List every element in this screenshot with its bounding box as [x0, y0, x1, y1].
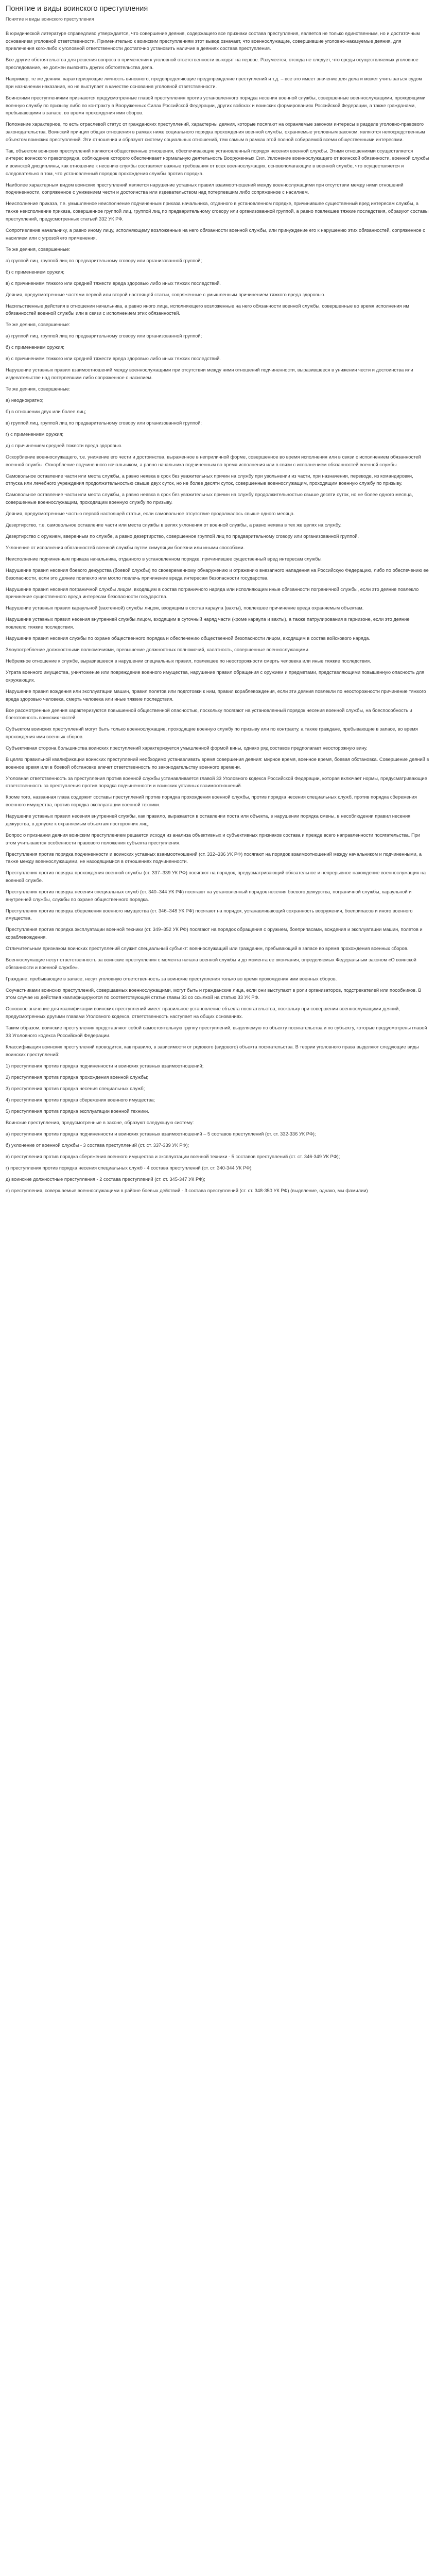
- paragraph: Дезертирство с оружием, вверенным по службе, а равно дезертирство, совершенное группой лиц по предварительному сговору или организованной группой.: [6, 534, 359, 539]
- paragraph: Сопротивление начальнику, а равно иному лицу, исполняющему возложенные на него обязанности военной службы, или принуждение его к нарушению этих обязанностей, сопряженное с насилием или с угрозой его применения.: [6, 227, 425, 241]
- paragraph: а) группой лиц, группой лиц по предварительному сговору или организованной группой;: [6, 333, 202, 339]
- article-body: [6, 30, 431, 1194]
- paragraph: в) группой лиц, группой лиц по предварительному сговору или организованной группой;: [6, 420, 202, 426]
- paragraph: Утрата военного имущества, уничтожение или повреждение военного имущества, нарушение правил обращения с оружием и предметами, представляющими повышенную опасность для окружающих.: [6, 670, 425, 683]
- paragraph: 1) преступления против порядка подчиненности и воинских уставных взаимоотношений;: [6, 1063, 204, 1069]
- paragraph: г) преступления против порядка несения специальных служб - 4 состава преступлений (ст. ст. 340-344 УК РФ);: [6, 1165, 253, 1171]
- page-title: Понятие и виды воинского преступления: [6, 5, 148, 13]
- paragraph: Насильственные действия в отношении начальника, а равно иного лица, исполняющего возложенные на него обязанности военной службы, совершенные во время исполнения им обязанностей военной службы или в связи с исполнением этих обязанностей.: [6, 303, 409, 316]
- paragraph: Кроме того, названная глава содержит составы преступлений против порядка прохождения военной службы, против порядка несения специальных служб, против порядка сбережения военного имущества, против порядка эксплуатации военной техники.: [6, 794, 417, 808]
- paragraph: Те же деяния, совершенные:: [6, 246, 71, 252]
- paragraph: Так, объектом воинских преступлений являются общественные отношения, обеспечивающие установленный порядок несения военной службы. Этими отношениями осуществляется интерес воинского правопорядка, соблюдение которого обеспечивает нормальную деятельность Вооруженных Сил. Уклонение военнослужащего от воинской обязанности, военной службы и воинской дисциплины, как отношение к несению службы составляет важные требования от всех военнослужащих, основополагающие в военной службе, что осуществляется и следовательно в том, что установленный порядок прохождения службы против порядка.: [6, 148, 429, 176]
- paragraph: Уголовная ответственность за преступления против военной службы устанавливается главой 33 Уголовного кодекса Российской Федерации, которая включает нормы, предусматривающие ответственность за преступления против порядка подчиненности и воинских уставных взаимоотношений.: [6, 775, 427, 789]
- paragraph: Оскорбление военнослужащего, т.е. унижение его чести и достоинства, выраженное в неприличной форме, совершенное во время исполнения или в связи с исполнением обязанностей военной службы. Оскорбление подчиненного начальником, а равно начальника подчиненным во время исполнения или в связи с исполнением обязанностей военной службы.: [6, 454, 421, 467]
- paragraph: Основное значение для квалификации воинских преступлений имеет правильное установление объекта посягательства, поскольку при совершении военнослужащими деяний, предусмотренных другими главами Уголовного кодекса, ответственность наступает на общих основаниях.: [6, 1006, 400, 1020]
- page: [0, 0, 436, 1194]
- paragraph: в) с причинением тяжкого или средней тяжести вреда здоровью либо иных тяжких последствий.: [6, 280, 221, 286]
- paragraph: Все рассмотренные деяния характеризуются повышенной общественной опасностью, поскольку посягают на установленный порядок несения военной службы, на боеспособность и боеготовность воинских частей.: [6, 707, 412, 721]
- paragraph: б) уклонение от военной службы - 3 состава преступлений (ст. ст. 337-339 УК РФ);: [6, 1142, 189, 1148]
- paragraph: Воинские преступления, предусмотренные в законе, образуют следующую систему:: [6, 1120, 194, 1125]
- paragraph: Субъективная сторона большинства воинских преступлений характеризуется умышленной формой вины, однако ряд составов предполагает неосторожную вину.: [6, 745, 368, 751]
- paragraph: Злоупотребление должностными полномочиями, превышение должностных полномочий, халатность, совершенные военнослужащими.: [6, 647, 310, 653]
- paragraph: Субъектом воинских преступлений могут быть только военнослужащие, проходящие военную службу по призыву или по контракту, а также граждане, пребывающие в запасе, во время прохождения ими военных сборов.: [6, 726, 418, 739]
- paragraph: Нарушение уставных правил несения внутренней службы, как правило, выражается в оставлении поста или объекта, в нарушении порядка смены, в несоблюдении правил несения дежурства, в допуске к охраняемым объектам посторонних лиц.: [6, 814, 411, 826]
- paragraph: б) с применением оружия;: [6, 345, 64, 350]
- paragraph: а) преступления против порядка подчиненности и воинских уставных взаимоотношений – 5 составов преступлений (ст. ст. 332-336 УК РФ);: [6, 1131, 316, 1137]
- paragraph: Самовольное оставление части или места службы, а равно неявка в срок без уважительных причин на службу продолжительностью свыше десяти суток, но не более одного месяца, совершенные военнослужащим, проходящим военную службу по призыву.: [6, 492, 413, 505]
- paragraph: Преступления против порядка сбережения военного имущества (ст. 346–348 УК РФ) посягают на порядок, устанавливающий сохранность вооружения, боеприпасов и иного военного имущества.: [6, 908, 413, 921]
- paragraph: В юридической литературе справедливо утверждается, что совершение деяния, содержащего все признаки состава преступления, является не только единственным, но и достаточным основанием уголовной ответственности. Применительно к воинским преступлениям этот вывод означает, что военнослужащие, совершившие уголовно-наказуемые деяния, для привлечения кого-либо к уголовной ответственности достаточно установить наличие в деяниях состава преступления.: [6, 31, 420, 52]
- paragraph: Таким образом, воинские преступления представляют собой самостоятельную группу преступлений, выделяемую по объекту посягательства и по субъекту, которые предусмотрены главой 33 Уголовного кодекса Российской Федерации.: [6, 1025, 427, 1038]
- paragraph: 5) преступления против порядка эксплуатации военной техники.: [6, 1108, 149, 1114]
- paragraph: Те же деяния, совершенные:: [6, 322, 71, 328]
- paragraph: в) преступления против порядка сбережения военного имущества и эксплуатации военной техники - 5 составов преступлений (ст. ст. 346-349 УК РФ);: [6, 1154, 340, 1159]
- paragraph: Военнослужащие несут ответственность за воинские преступления с момента начала военной службы и до момента ее окончания, определяемых Федеральным законом «О воинской обязанности и военной службе».: [6, 957, 416, 970]
- paragraph: 4) преступления против порядка сбережения военного имущества;: [6, 1097, 155, 1103]
- paragraph: Преступления против порядка подчиненности и воинских уставных взаимоотношений (ст. 332–336 УК РФ) посягают на порядок взаимоотношений между начальником и подчиненными, а также между военнослужащими, не находящимися в отношениях подчиненности.: [6, 851, 422, 865]
- paragraph: д) воинские должностные преступления - 2 состава преступлений (ст. ст. 345-347 УК РФ);: [6, 1176, 205, 1182]
- paragraph: Нарушение правил несения боевого дежурства (боевой службы) по своевременному обнаружению и отражению внезапного нападения на Российскую Федерацию, либо по обеспечению ее безопасности, если это деяние повлекло или могло повлечь причинение вреда интересам безопасности государства.: [6, 568, 429, 581]
- paragraph: Небрежное отношение к службе, выразившееся в нарушении специальных правил, повлекшее по неосторожности смерть человека или иные тяжкие последствия.: [6, 658, 371, 664]
- paragraph: а) группой лиц, группой лиц по предварительному сговору или организованной группой;: [6, 258, 202, 263]
- paragraph: Отличительным признаком воинских преступлений служит специальный субъект: военнослужащий или гражданин, пребывающий в запасе во время прохождения военных сборов.: [6, 946, 409, 952]
- paragraph: Положение характерное, то есть отраслевой статус от гражданских преступлений, характерны деяния, которые посягают на охраняемые законом интересы в разделе уголовно-правового законодательства. Воинский принцип общая отношения в рамках ниже социального порядка прохождения военной службы, охраняемые уголовным законом, являются непосредственным объектом воинских преступлений. Эти отношения и образуют систему социальных отношений, тем самым в рамках этой полной собираемой всеми общественными интересами.: [6, 122, 425, 142]
- paragraph: Преступления против порядка несения специальных служб (ст. 340–344 УК РФ) посягают на установленный порядок несения боевого дежурства, пограничной службы, караульной и внутренней службы, службы по охране общественного порядка.: [6, 889, 412, 902]
- paragraph: Уклонение от исполнения обязанностей военной службы путем симуляции болезни или иными способами.: [6, 545, 245, 551]
- paragraph: Неисполнение подчиненным приказа начальника, отданного в установленном порядке, причинившее существенный вред интересам службы.: [6, 556, 323, 562]
- paragraph: Неисполнение приказа, т.е. умышленное неисполнение подчиненным приказа начальника, отданного в установленном порядке, причинившее существенный вред интересам службы, а также неисполнение приказа, совершенное группой лиц, группой лиц по предварительному сговору или организованной группой, а равно повлекшее тяжкие последствия, образуют составы преступлений, предусмотренных статьей 332 УК РФ.: [6, 201, 429, 222]
- paragraph: Нарушение правил несения службы по охране общественного порядка и обеспечению общественной безопасности лицом, входящим в состав войскового наряда.: [6, 636, 371, 641]
- paragraph: Классификация воинских преступлений проводится, как правило, в зависимости от родового (видового) объекта посягательства. В теории уголовного права выделяют следующие виды воинских преступлений:: [6, 1044, 419, 1057]
- paragraph: Вопрос о признании деяния воинским преступлением решается исходя из анализа объективных и субъективных признаков состава и прежде всего направленности посягательства. При этом учитываются особенности правового положения субъекта преступления.: [6, 832, 421, 845]
- paragraph: Нарушение уставных правил караульной (вахтенной) службы лицом, входящим в состав караула (вахты), повлекшее причинение вреда охраняемым объектам.: [6, 605, 364, 611]
- paragraph: б) в отношении двух или более лиц;: [6, 409, 86, 414]
- paragraph: Соучастниками воинских преступлений, совершаемых военнослужащими, могут быть и гражданские лица, если они выступают в роли организаторов, подстрекателей или пособников. В этом случае их действия квалифицируются по соответствующей статье главы 33 со ссылкой на статью 33 УК РФ.: [6, 987, 422, 1001]
- paragraph: Нарушение уставных правил несения внутренней службы лицом, входящим в суточный наряд части (кроме караула и вахты), а также патрулирования в гарнизоне, если это деяние повлекло тяжкие последствия.: [6, 617, 410, 630]
- paragraph: Дезертирство, т.е. самовольное оставление части или места службы в целях уклонения от военной службы, а равно неявка в тех же целях на службу.: [6, 522, 342, 528]
- paragraph: Те же деяния, совершенные:: [6, 386, 71, 392]
- paragraph: Граждане, пребывающие в запасе, несут уголовную ответственность за воинские преступления только во время прохождения ими военных сборов.: [6, 976, 337, 981]
- paragraph: Деяния, предусмотренные частями первой или второй настоящей статьи, сопряженные с умышленным причинением тяжкого вреда здоровью.: [6, 292, 325, 297]
- paragraph: Воинскими преступлениями признаются предусмотренные главой преступления против установленного порядка несения военной службы, совершенные военнослужащими, проходящими военную службу по призыву либо по контракту в Вооруженных Силах Российской Федерации, других войсках и воинских формированиях Российской Федерации, а также гражданами, пребывающими в запасе, во время прохождения ими сборов.: [6, 95, 426, 116]
- paragraph: а) неоднократно;: [6, 397, 44, 403]
- paragraph: Наиболее характерным видом воинских преступлений является нарушение уставных правил взаимоотношений между военнослужащими при отсутствии между ними отношений подчиненности, сопряженное с унижением чести и достоинства или издевательством над потерпевшим либо сопряженное с насилием.: [6, 182, 404, 195]
- paragraph: Нарушение правил несения пограничной службы лицом, входящим в состав пограничного наряда или исполняющим иные обязанности пограничной службы, если это деяние повлекло причинение существенного вреда интересам безопасности государства.: [6, 586, 419, 600]
- paragraph: Нарушение правил вождения или эксплуатации машин, правил полетов или подготовки к ним, правил кораблевождения, если эти деяния повлекли по неосторожности причинение тяжкого вреда здоровью человека, смерть человека или иные тяжкие последствия.: [6, 688, 426, 702]
- paragraph: Самовольное оставление части или места службы, а равно неявка в срок без уважительных причин на службу при увольнении из части, при назначении, переводе, из командировки, отпуска или лечебного учреждения продолжительностью свыше двух суток, но не более десяти суток, совершенные военнослужащим, проходящим военную службу по призыву.: [6, 473, 413, 486]
- paragraph: д) с причинением средней тяжести вреда здоровью.: [6, 443, 123, 448]
- paragraph: Все другие обстоятельства для решения вопроса о применении к уголовной ответственности выходят на первое. Разумеется, отсюда не следует, что среды осуществляемых уголовное преследование, не должен выяснять других обстоятельства дела.: [6, 57, 418, 71]
- paragraph: Например, те же деяния, характеризующие личность виновного, предопределяющие предупреждение преступлений и т.д. – все это имеет значение для дела и может учитываться судом при назначении наказания, но не выступает в качестве основания уголовной ответственности.: [6, 76, 422, 89]
- paragraph: 3) преступления против порядка несения специальных служб;: [6, 1086, 145, 1091]
- paragraph: Преступления против порядка прохождения военной службы (ст. 337–339 УК РФ) посягают на порядок, предусматривающий обязательное и непрерывное нахождение военнослужащих на военной службе.: [6, 870, 426, 883]
- paragraph: Деяния, предусмотренные частью первой настоящей статьи, если самовольное отсутствие продолжалось свыше одного месяца.: [6, 511, 295, 517]
- paragraph: г) с применением оружия;: [6, 431, 64, 437]
- paragraph: Нарушение уставных правил взаимоотношений между военнослужащими при отсутствии между ними отношений подчиненности, выразившееся в унижении чести и достоинства или издевательстве над потерпевшим либо сопряженное с насилием.: [6, 367, 413, 380]
- paragraph: Преступления против порядка эксплуатации военной техники (ст. 349–352 УК РФ) посягают на порядок обращения с оружием, боеприпасами, вождения и эксплуатации машин, полетов и кораблевождения.: [6, 927, 423, 940]
- paragraph: б) с применением оружия;: [6, 269, 64, 275]
- paragraph: в) с причинением тяжкого или средней тяжести вреда здоровью либо иных тяжких последствий.: [6, 356, 221, 362]
- page-subtitle: Понятие и виды воинского преступления: [6, 16, 94, 22]
- paragraph: В целях правильной квалификации воинских преступлений необходимо устанавливать время совершения деяния: мирное время, военное время, боевая обстановка. Совершение деяний в военное время или в боевой обстановке влечет ответственность по законодательству военного времени.: [6, 756, 429, 770]
- paragraph: е) преступления, совершаемые военнослужащими в районе боевых действий - 3 состава преступлений (ст. ст. 348-350 УК РФ) (выделение, однако, мы фамилии): [6, 1188, 368, 1193]
- paragraph: 2) преступления против порядка прохождения военной службы;: [6, 1074, 149, 1080]
